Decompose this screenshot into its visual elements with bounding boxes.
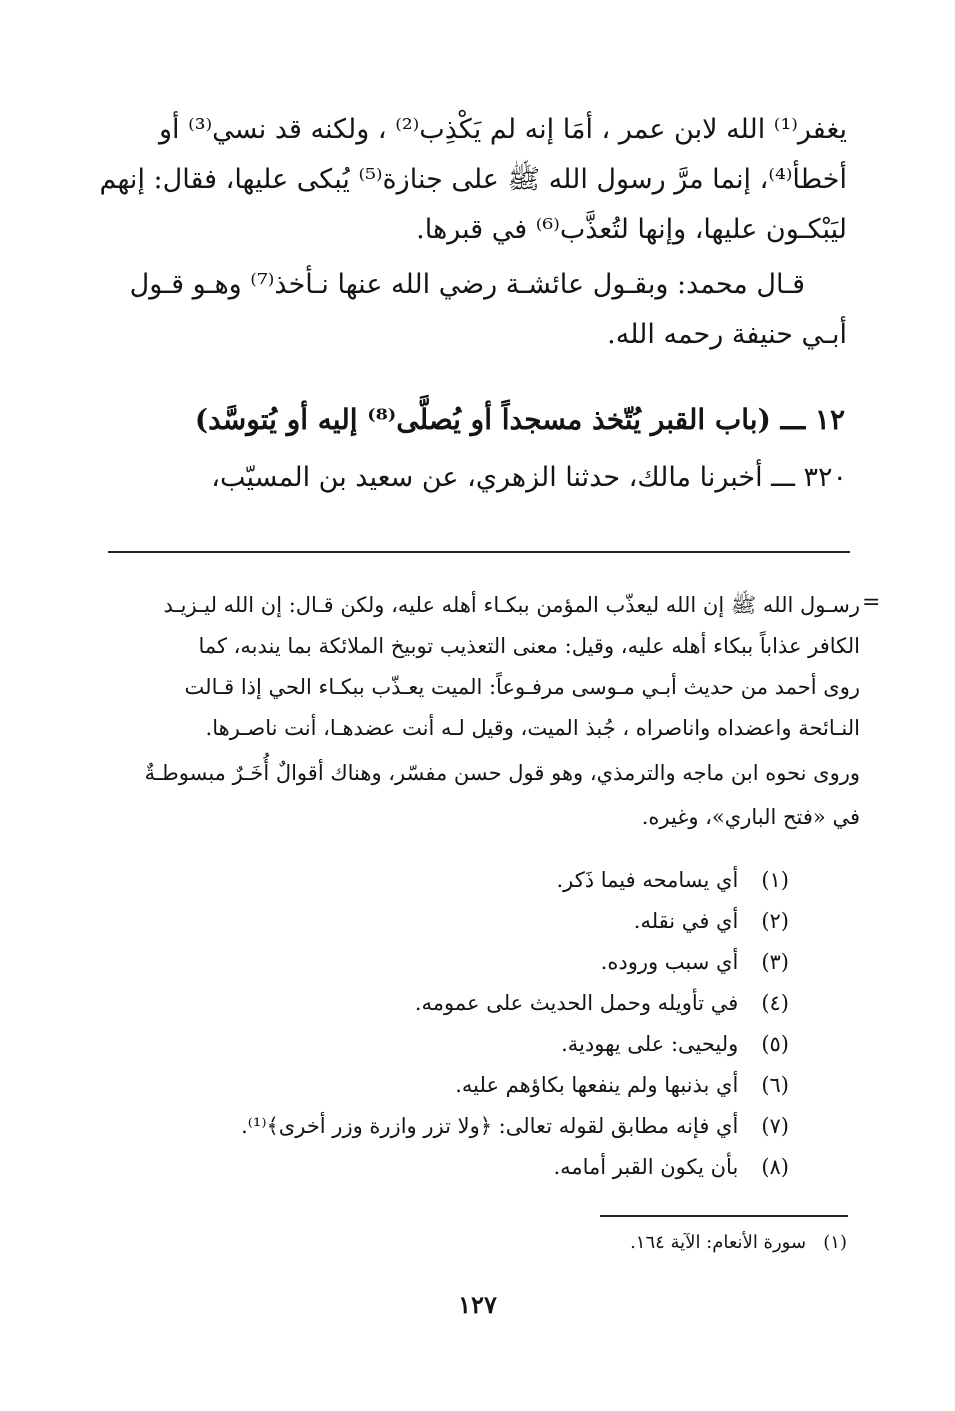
sub-footnote bbox=[447, 1228, 847, 1258]
footnote-text: أي بذنبها ولم ينفعها بكاؤهم عليه. bbox=[455, 1073, 739, 1097]
section-heading: ١٢ ـــ (باب القبر يُتّخذ مسجداً أو يُصلَّى⁽⁸⁾ إليه أو يُتوسَّد) bbox=[194, 403, 845, 436]
hadith-line: ٣٢٠ ـــ أخبرنا مالك، حدثنا الزهري، عن سعيد بن المسيّب، bbox=[211, 462, 847, 493]
main-text-line-4: قـال محمد: وبقـول عائشـة رضي الله عنها نـأخذ⁽⁷⁾ وهـو قـول bbox=[129, 269, 805, 300]
footnote-number: (٥) bbox=[761, 1032, 789, 1056]
footnote-number: (٧) bbox=[761, 1114, 789, 1138]
footnote-text: بأن يكون القبر أمامه. bbox=[553, 1155, 739, 1179]
main-text-line-3: ليَبْكـون عليها، وإنها لتُعذَّب⁽⁶⁾ في قبرها. bbox=[416, 214, 847, 245]
footnote-text: أي يسامحه فيما ذَكر. bbox=[556, 868, 739, 892]
footnote-item bbox=[89, 1027, 789, 1061]
footnote-item bbox=[89, 1109, 789, 1143]
footnote-text: أي في نقله. bbox=[633, 909, 739, 933]
footnote-number: (٣) bbox=[761, 950, 789, 974]
continuation-mark: = bbox=[862, 590, 881, 615]
footnote-number: (٦) bbox=[761, 1073, 789, 1097]
sub-footnote-number: (١) bbox=[823, 1232, 847, 1253]
footnote-text: وليحيى: على يهودية. bbox=[561, 1032, 739, 1056]
footnote-text: أي فإنه مطابق لقوله تعالى: ﴿ولا تزر وازرة وزر أخرى﴾⁽¹⁾. bbox=[241, 1114, 739, 1138]
main-text-line-2: أخطأ⁽⁴⁾، إنما مرَّ رسول الله ﷺ على جنازة⁽⁵⁾ يُبكى عليها، فقال: إنهم bbox=[99, 164, 847, 195]
note-line-2: الكافر عذاباً ببكاء أهله عليه، وقيل: معنى التعذيب توبيخ الملائكة بما يندبه، كما bbox=[198, 634, 860, 658]
footnote-item bbox=[89, 945, 789, 979]
footnote-text: في تأويله وحمل الحديث على عمومه. bbox=[414, 991, 739, 1015]
footnote-number: (١) bbox=[761, 868, 789, 892]
sub-footnote-text: سورة الأنعام: الآية ١٦٤. bbox=[630, 1232, 807, 1253]
page-number: ١٢٧ bbox=[458, 1290, 497, 1319]
footnote-number: (٤) bbox=[761, 991, 789, 1015]
sub-footnote-separator bbox=[600, 1215, 848, 1217]
note-line-1: رسـول الله ﷺ إن الله ليعذّب المؤمن ببكـاء أهله عليه، ولكن قـال: إن الله ليـزيـد bbox=[163, 593, 860, 617]
footnote-number: (٨) bbox=[761, 1155, 789, 1179]
note-line-4: النـائحة واعضداه واناصراه ، جُبذ الميت، وقيل لـه أنت عضدهـا، أنت ناصـرها. bbox=[205, 716, 860, 740]
note-line-3: روى أحمد من حديث أبـي مـوسى مرفـوعاً: الميت يعـذّب ببكـاء الحي إذا قـالت bbox=[184, 675, 860, 699]
note-line-6: في «فتح الباري»، وغيره. bbox=[641, 805, 860, 829]
footnote-item bbox=[89, 986, 789, 1020]
main-text-line-1: يغفر⁽¹⁾ الله لابن عمر ، أمَا إنه لم يَكْذِب⁽²⁾ ، ولكنه قد نسي⁽³⁾ أو bbox=[158, 114, 847, 145]
footnote-item bbox=[89, 1150, 789, 1184]
footnote-text: أي سبب وروده. bbox=[600, 950, 739, 974]
footnote-item bbox=[89, 863, 789, 897]
footnote-item bbox=[89, 904, 789, 938]
footnote-separator bbox=[108, 551, 850, 553]
footnote-number: (٢) bbox=[761, 909, 789, 933]
main-text-line-5: أبـي حنيفة رحمه الله. bbox=[607, 319, 847, 350]
footnote-item bbox=[89, 1068, 789, 1102]
note-line-5: وروى نحوه ابن ماجه والترمذي، وهو قول حسن مفسّر، وهناك أقوالٌ أُخَـرٌ مبسوطـةٌ bbox=[144, 761, 860, 785]
